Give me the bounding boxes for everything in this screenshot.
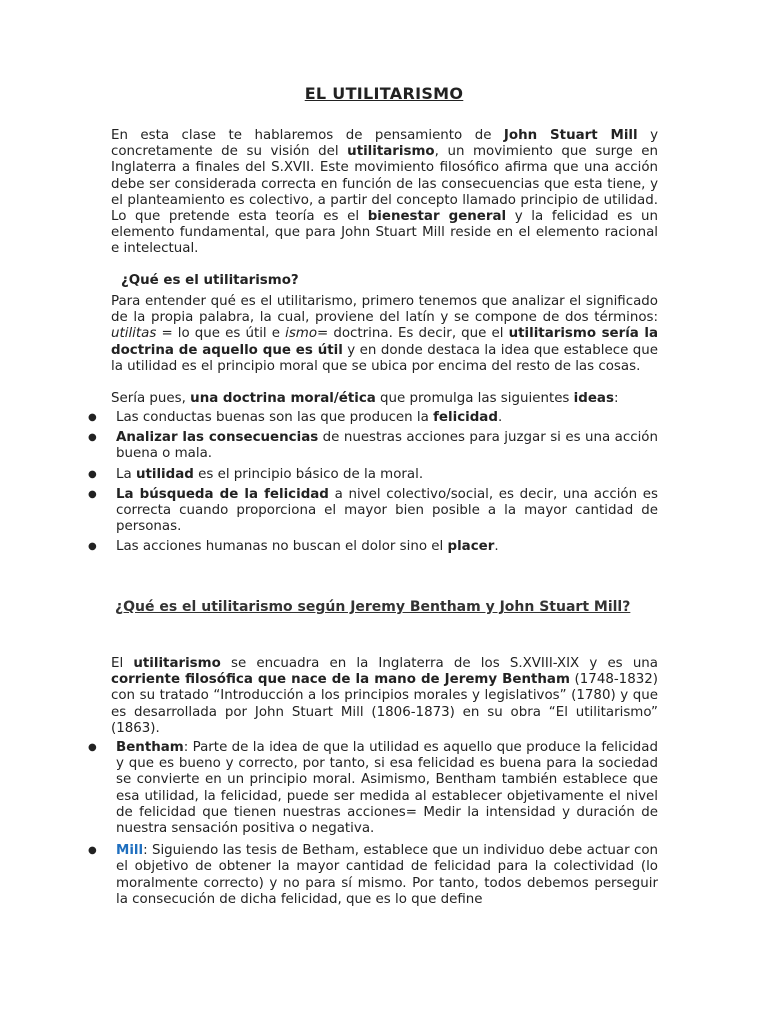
bold-run: La búsqueda de la felicidad [116,486,329,502]
list-item [88,539,658,555]
bullet-icon: ● [88,488,97,500]
bullet-icon: ● [88,468,97,480]
list-item-mill [88,843,658,908]
text-run: de nuestras acciones para juzgar si es una acción buena o mala. [116,430,658,462]
bold-run: Analizar las consecuencias [116,430,319,446]
bullet-icon: ● [88,412,97,423]
bold-run: una doctrina moral/ética [190,391,376,406]
ideas-list [88,410,658,560]
section-heading-bentham-mill: ¿Qué es el utilitarismo según Jeremy Bentham y John Stuart Mill? [115,599,631,615]
text-run: Las conductas buenas son las que producen la [116,410,434,425]
list-item [88,487,658,536]
text-run: a nivel colectivo/social, es decir, una acción es correcta cuando proporciona el mayor bien posible a la mayor cantidad de personas. [116,486,658,535]
text-run: que promulga las siguientes [375,391,574,406]
list-item [88,467,658,483]
document-title: EL UTILITARISMO [304,84,464,103]
bold-run: bienestar general [367,209,507,225]
list-item [88,410,658,426]
section-heading-que-es: ¿Qué es el utilitarismo? [121,273,299,288]
italic-run: ismo [285,326,318,342]
ideas-intro-paragraph [111,391,658,407]
text-run: : [613,391,619,406]
bold-run: utilidad [135,466,194,482]
definition-paragraph [111,294,658,375]
bold-run: felicidad [433,410,498,425]
text-run: Para entender qué es el utilitarismo, primero tenemos que analizar el significado de la propia palabra, la cual, proviene del latín y se compone de dos términos: [111,294,658,326]
text-run: En esta clase te hablaremos de pensamiento de [111,128,504,143]
bold-run: Bentham [116,740,184,755]
bold-run: corriente filosófica que nace de la mano de Jeremy Bentham [111,672,570,688]
text-run: . [497,410,503,425]
text-run: es el principio básico de la moral. [193,466,424,482]
history-paragraph [111,656,658,737]
text-run: , un movimiento que surge en Inglaterra a finales del S.XVII. Este movimiento filosófico afirma que una acción debe ser considerada correcta en función de las consecuencias que esta tiene, y el planteamiento es colectivo, a partir del concepto llamado principio de utilidad. Lo que pretende esta teoría es el [111,144,658,225]
text-run: y la felicidad es un elemento fundamental, que para John Stuart Mill reside en el elemento racional e intelectual. [111,209,658,257]
bullet-icon: ● [88,742,97,753]
text-run: = lo que es útil e [156,326,286,342]
text-run: = doctrina. Es decir, que el [317,326,509,342]
bullet-icon: ● [88,432,97,444]
list-item-bentham [88,740,658,837]
text-run: y en donde destaca la idea que establece que la utilidad es el principio moral que se ubica por encima del resto de las cosas. [111,342,658,374]
text-run: Sería pues, [111,391,191,406]
text-run: : Siguiendo las tesis de Betham, establece que un individuo debe actuar con el objetivo de obtener la mayor cantidad de felicidad para la colectividad (lo moralmente correcto) y no para sí mismo. Por tanto, todos debemos perseguir la consecución de dicha felicidad, que es lo que define [116,843,658,907]
bold-run: utilitarismo [133,656,221,671]
text-run: se encuadra en la Inglaterra de los S.XVIII-XIX y es una [220,656,658,671]
text-run: . [494,539,499,555]
bold-run: utilitarismo [347,144,435,160]
bold-run: placer [447,539,495,555]
mill-link[interactable]: Mill [116,843,144,859]
intro-paragraph [111,128,658,258]
authors-list [88,740,658,914]
text-run: : Parte de la idea de que la utilidad es aquello que produce la felicidad y que es bueno y correcto, por tanto, si esa felicidad es buena para la sociedad se convierte en un principio moral. Asimismo, Bentham también establece que esa utilidad, la felicidad, puede ser medida al establecer objetivamente el nivel de felicidad que tienen nuestras acciones= Medir la intensidad y duración de nuestra sensación positiva o negativa. [116,740,658,837]
list-item [88,430,658,462]
bullet-icon: ● [88,845,97,857]
text-run: El [111,656,134,671]
text-run: Las acciones humanas no buscan el dolor sino el [116,539,448,555]
text-run: (1748-1832) con su tratado “Introducción a los principios morales y legislativos” (1780) y que es desarrollada por John Stuart Mill (1806-1873) en su obra “El utilitarismo” (1863). [111,672,658,736]
bold-run: utilitarismo sería la doctrina de aquello que es útil [111,326,658,358]
text-run: La [116,466,136,482]
bold-run: John Stuart Mill [503,128,638,143]
bold-run: ideas [573,391,614,406]
italic-run: utilitas [111,326,157,342]
text-run: y concretamente de su visión del [111,128,658,160]
bullet-icon: ● [88,541,97,553]
